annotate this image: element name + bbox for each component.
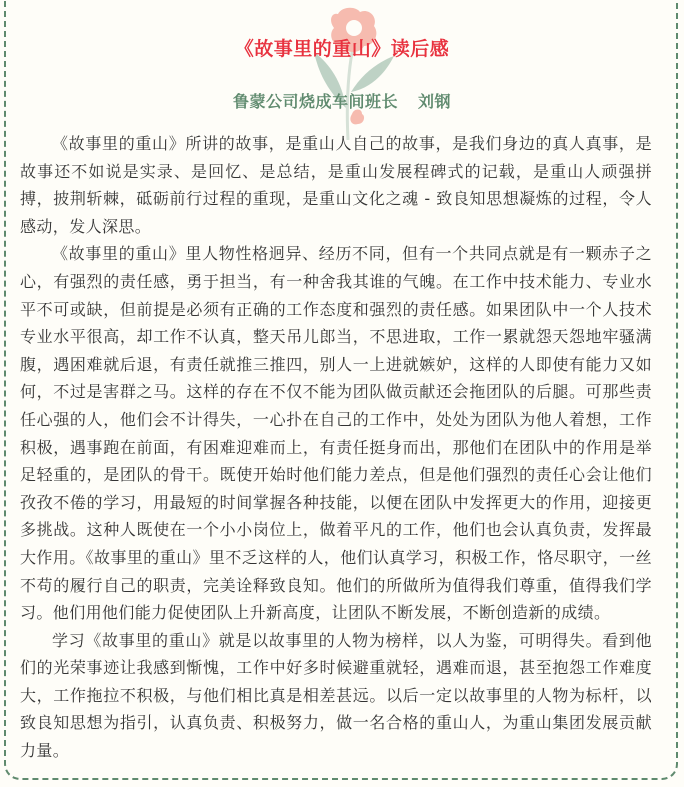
article-body (20, 130, 652, 765)
flower-icon (296, 0, 406, 140)
article-author (0, 89, 684, 112)
article-title: 《故事里的重山》读后感 (234, 38, 450, 60)
author-name: 刘钢 (418, 92, 452, 111)
paragraph: 学习《故事里的重山》就是以故事里的人物为榜样，以人为鉴，可明得失。看到他们的光荣事迹让我感到惭愧，工作中好多时候避重就轻，遇难而退，甚至抱怨工作难度大，工作拖拉不积极，与他们相比真是相差甚远。以后一定以故事里的人物为标杆，以致良知思想为指引，认真负责、积极努力，做一名合格的重山人，为重山集团发展贡献力量。 (20, 630, 652, 761)
author-org: 鲁蒙公司烧成车间班长 (232, 92, 398, 111)
paragraph: 《故事里的重山》里人物性格迥异、经历不同，但有一个共同点就是有一颗赤子之心，有强烈的责任感，勇于担当，有一种舍我其谁的气魄。在工作中技术能力、专业水平不可或缺，但前提是必须有正确的工作态度和强烈的责任感。如果团队中一个人技术专业水平很高，却工作不认真，整天吊儿郎当，不思进取，工作一累就怨天怨地牢骚满腹，遇困难就后退，有责任就推三推四，别人一上进就嫉妒，这样的人即使有能力又如何，不过是害群之马。这样的存在不仅不能为团队做贡献还会拖团队的后腿。可那些责任心强的人，他们会不计得失，一心扑在自己的工作中，处处为团队为他人着想，工作积极，遇事跑在前面，有困难迎难而上，有责任挺身而出，那他们在团队中的作用是举足轻重的，是团队的骨干。既使开始时他们能力差点，但是他们强烈的责任心会让他们孜孜不倦的学习，用最短的时间掌握各种技能，以便在团队中发挥更大的作用，迎接更多挑战。这种人既使在一个小小岗位上，做着平凡的工作，他们也会认真负责，发挥最大作用。《故事里的重山》里不乏这样的人，他们认真学习，积极工作，恪尽职守，一丝不苟的履行自己的职责，完美诠释致良知。他们的所做所为值得我们尊重，值得我们学习。他们用他们能力促使团队上升新高度，让团队不断发展，不断创造新的成绩。 (20, 244, 652, 623)
paragraph: 《故事里的重山》所讲的故事，是重山人自己的故事，是我们身边的真人真事，是故事还不如说是实录、是回忆、是总结，是重山发展程碑式的记载，是重山人顽强拼搏，披荆斩棘，砥砺前行过程的重现，是重山文化之魂 - 致良知思想凝炼的过程，令人感动，发人深思。 (20, 134, 652, 236)
